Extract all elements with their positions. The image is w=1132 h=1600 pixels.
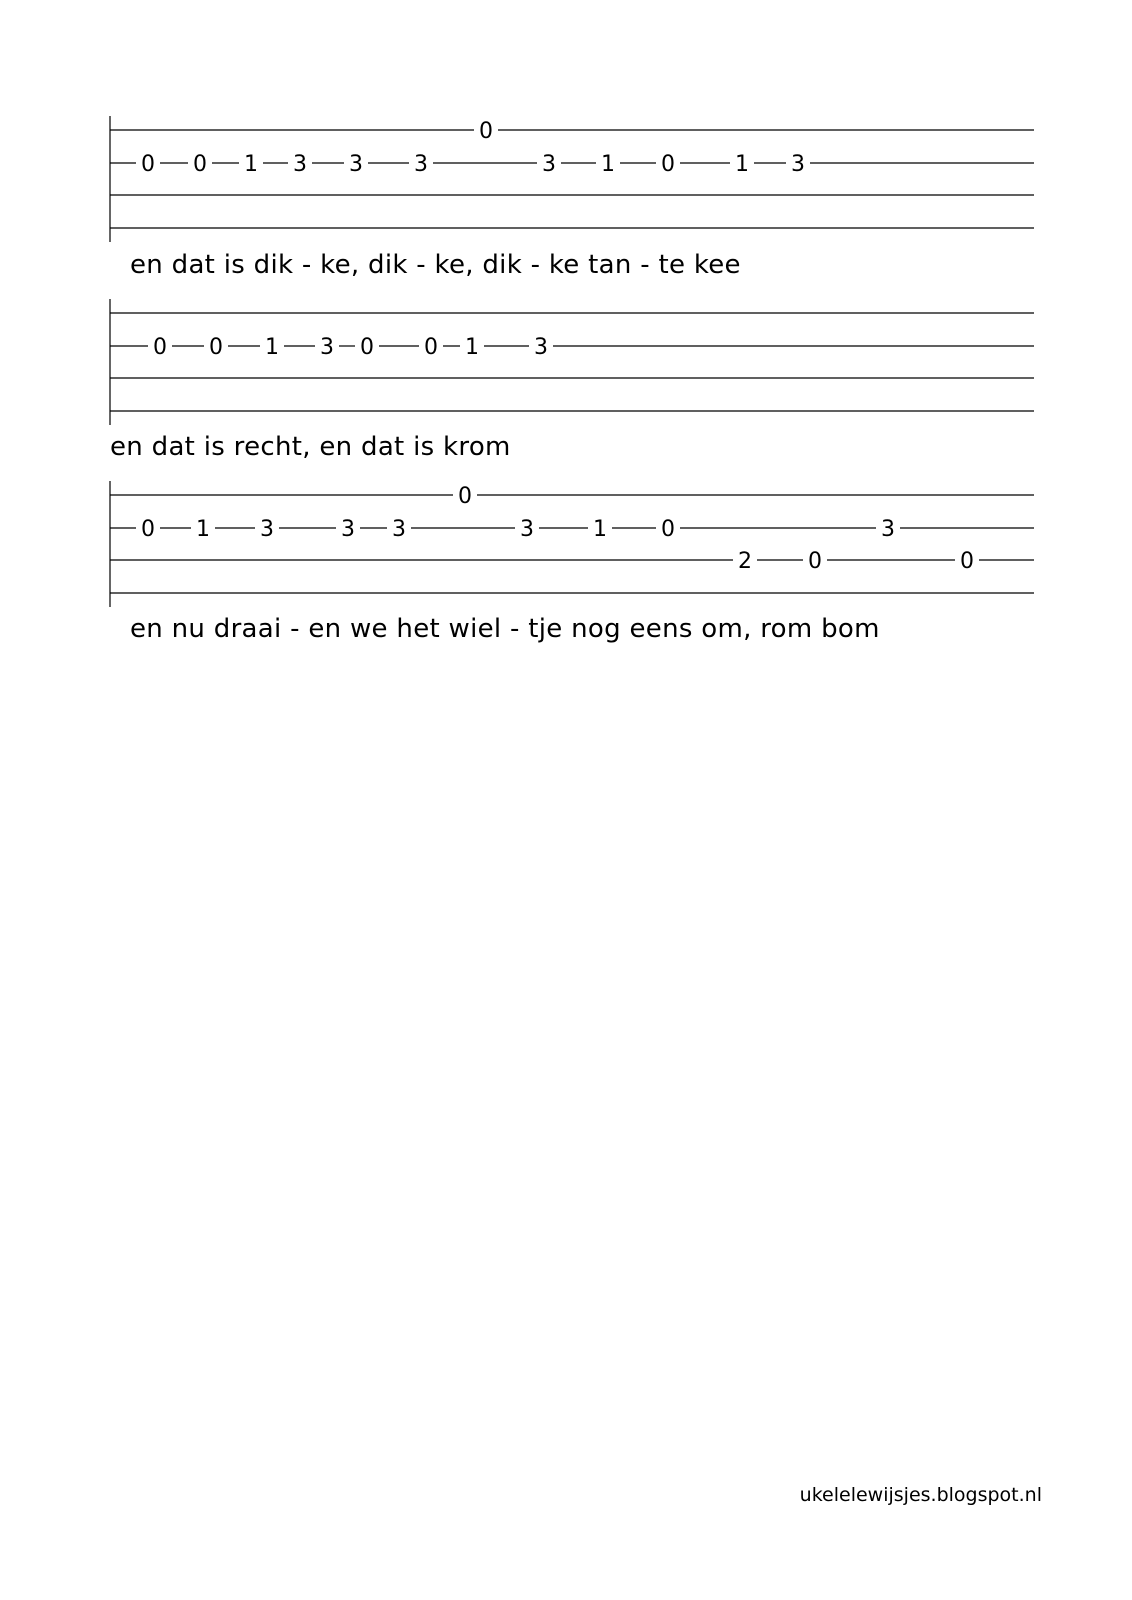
fret-number: 3	[881, 517, 895, 542]
fret-number: 3	[534, 335, 548, 360]
footer-url: ukelelewijsjes.blogspot.nl	[799, 1484, 1042, 1506]
fret-number: 0	[458, 484, 472, 509]
fret-number: 3	[520, 517, 534, 542]
fret-number: 0	[424, 335, 438, 360]
tab-staff-2	[0, 283, 1132, 443]
lyric-line-2: en dat is recht, en dat is krom	[110, 432, 511, 462]
fret-number: 0	[479, 119, 493, 144]
fret-number: 0	[661, 152, 675, 177]
fret-number: 0	[153, 335, 167, 360]
tab-staff-3	[0, 465, 1132, 625]
fret-number: 3	[542, 152, 556, 177]
fret-number: 3	[341, 517, 355, 542]
fret-number: 1	[465, 335, 479, 360]
lyric-line-1: en dat is dik - ke, dik - ke, dik - ke tan - te kee	[130, 250, 741, 280]
fret-number: 1	[196, 517, 210, 542]
fret-number: 3	[791, 152, 805, 177]
lyric-line-3: en nu draai - en we het wiel - tje nog eens om, rom bom	[130, 614, 880, 644]
fret-number: 1	[265, 335, 279, 360]
fret-number: 0	[193, 152, 207, 177]
fret-number: 3	[414, 152, 428, 177]
fret-number: 3	[349, 152, 363, 177]
fret-number: 0	[360, 335, 374, 360]
fret-number: 1	[593, 517, 607, 542]
fret-number: 0	[960, 549, 974, 574]
fret-number: 3	[320, 335, 334, 360]
fret-number: 1	[735, 152, 749, 177]
fret-number: 3	[392, 517, 406, 542]
fret-number: 0	[141, 517, 155, 542]
fret-number: 1	[601, 152, 615, 177]
fret-number: 0	[209, 335, 223, 360]
fret-number: 1	[244, 152, 258, 177]
tab-staff-1	[0, 100, 1132, 260]
fret-number: 0	[141, 152, 155, 177]
fret-number: 3	[293, 152, 307, 177]
fret-number: 0	[661, 517, 675, 542]
fret-number: 2	[738, 549, 752, 574]
fret-number: 3	[260, 517, 274, 542]
fret-number: 0	[808, 549, 822, 574]
